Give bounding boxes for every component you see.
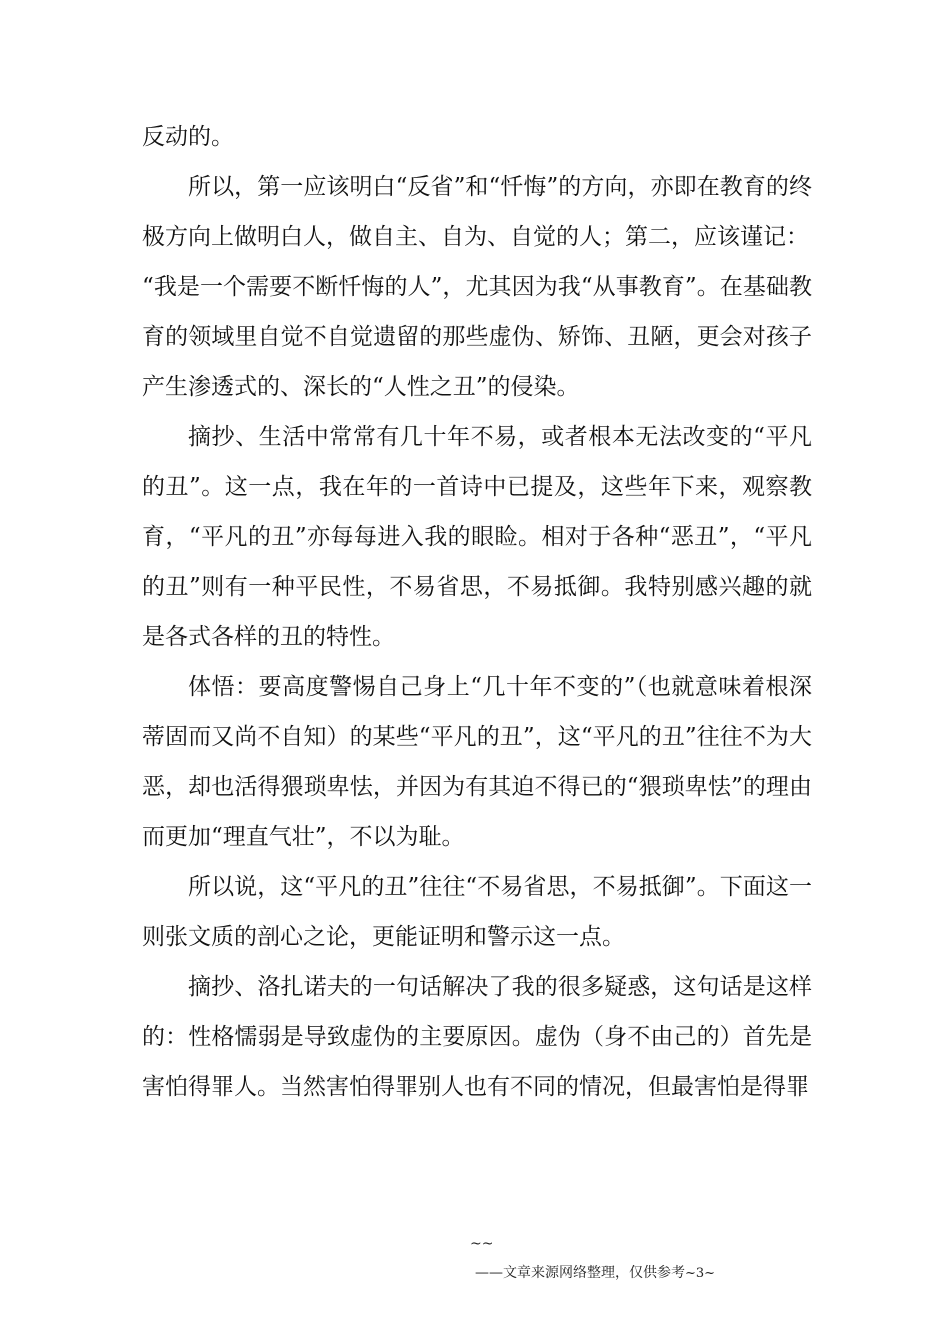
paragraph-6: 所以说，这“平凡的丑”往往“不易省思，不易抵御”。下面这一则张文质的剖心之论，更能证明和警示这一点。 [142, 874, 812, 950]
paragraph-1: 反动的。 [142, 124, 234, 150]
paragraph-7: 摘抄、洛扎诺夫的一句话解决了我的很多疑惑，这句话是这样的：性格懦弱是导致虚伪的主要原因。虚伪（身不由己的）首先是害怕得罪人。当然害怕得罪别人也有不同的情况，但最害怕是得罪 [142, 974, 812, 1100]
paragraph-2: 所以，第一应该明白“反省”和“忏悔”的方向，亦即在教育的终极方向上做明白人，做自主、自为、自觉的人；第二，应该谨记： [142, 174, 812, 250]
footer-tilde: ~~ [470, 1236, 494, 1252]
paragraph-5: 体悟：要高度警惕自己身上“几十年不变的”（也就意味着根深蒂固而又尚不自知）的某些“平凡的丑”，这“平凡的丑”往往不为大恶，却也活得猥琐卑怯，并因为有其迫不得已的“猥琐卑怯”的理由而更加“理直气壮”，不以为耻。 [142, 674, 812, 850]
footer-note [475, 1262, 715, 1282]
paragraph-4: 摘抄、生活中常常有几十年不易，或者根本无法改变的“平凡的丑”。这一点，我在年的一首诗中已提及，这些年下来，观察教育，“平凡的丑”亦每每进入我的眼睑。相对于各种“恶丑”，“平凡的丑”则有一种平民性，不易省思，不易抵御。我特别感兴趣的就是各式各样的丑的特性。 [142, 424, 812, 650]
page-number: ~3~ [685, 1266, 716, 1281]
footer-source-text: ——文章来源网络整理，仅供参考 [475, 1265, 685, 1281]
body-text [142, 112, 812, 1112]
paragraph-3: “我是一个需要不断忏悔的人”，尤其因为我“从事教育”。在基础教育的领域里自觉不自觉遗留的那些虚伪、矫饰、丑陋，更会对孩子产生渗透式的、深长的“人性之丑”的侵染。 [142, 274, 812, 400]
